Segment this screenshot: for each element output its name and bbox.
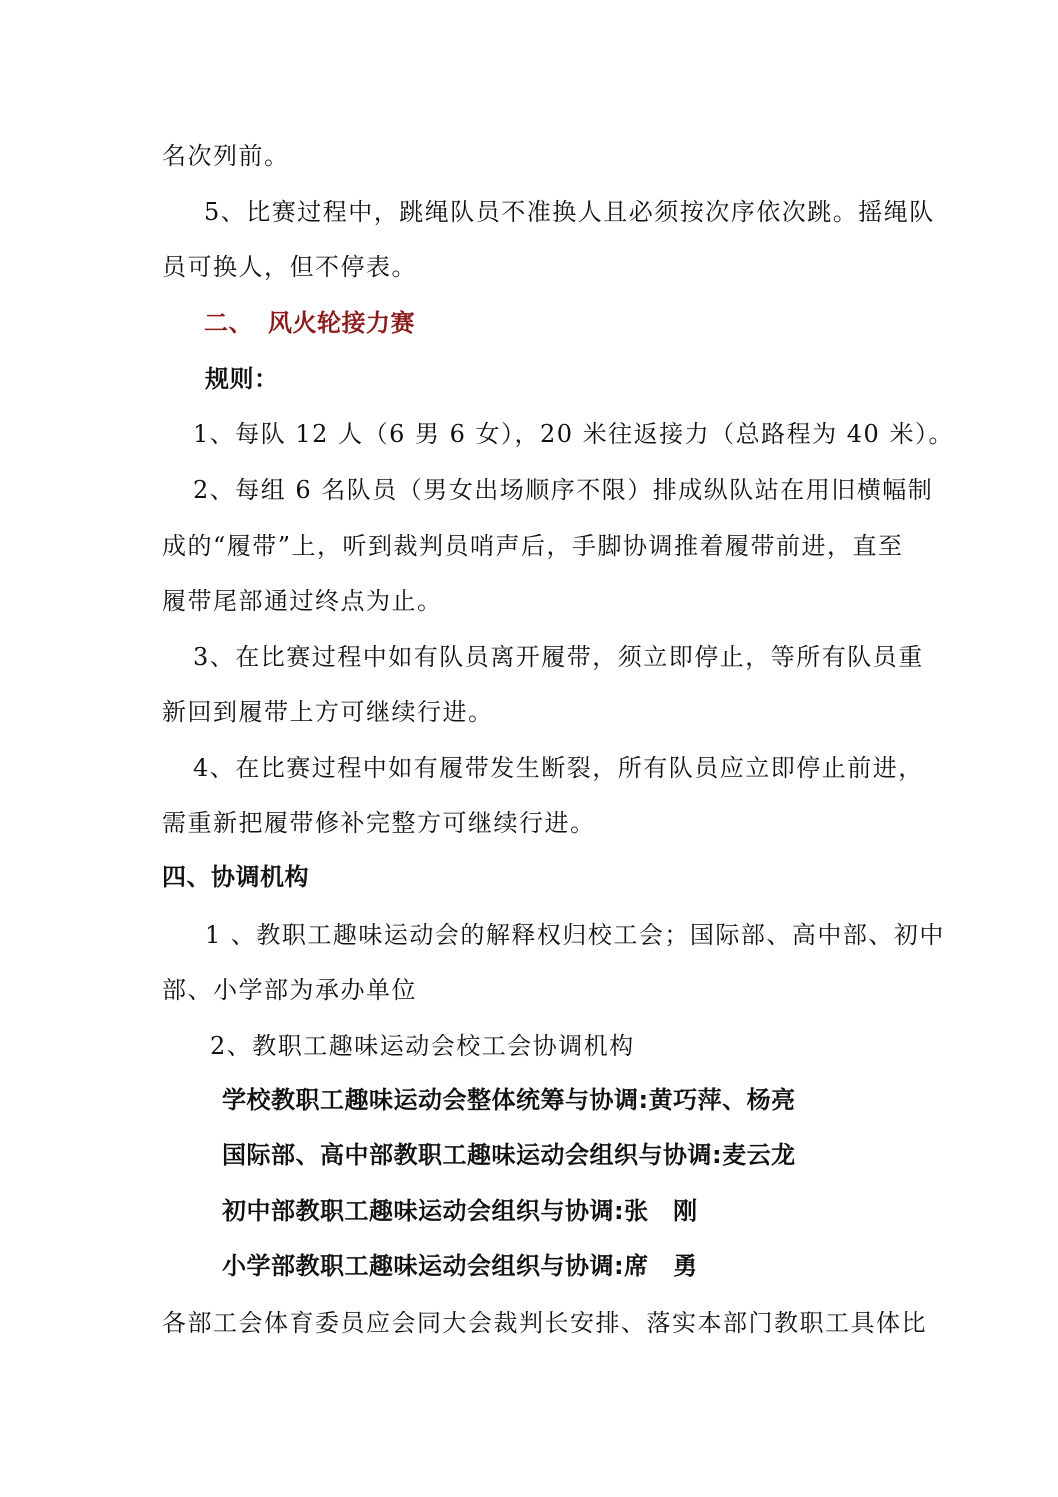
rule-5-line-2: 员可换人，但不停表。 bbox=[162, 253, 417, 281]
rule-2-line-2: 成的“履带”上，听到裁判员哨声后，手脚协调推着履带前进，直至 bbox=[162, 532, 904, 560]
coord-2: 2、教职工趣味运动会校工会协调机构 bbox=[210, 1032, 635, 1060]
section-2-title: 风火轮接力赛 bbox=[268, 309, 415, 337]
coord-1-line-1: 1 、教职工趣味运动会的解释权归校工会；国际部、高中部、初中 bbox=[205, 921, 945, 949]
org-line-2: 国际部、高中部教职工趣味运动会组织与协调:麦云龙 bbox=[222, 1141, 796, 1169]
closing-line: 各部工会体育委员应会同大会裁判长安排、落实本部门教职工具体比 bbox=[162, 1309, 927, 1337]
org-line-4: 小学部教职工趣味运动会组织与协调:席 勇 bbox=[222, 1252, 698, 1280]
coord-1-line-2: 部、小学部为承办单位 bbox=[162, 976, 417, 1004]
rule-2-line-1: 2、每组 6 名队员（男女出场顺序不限）排成纵队站在用旧横幅制 bbox=[193, 476, 934, 504]
rule-5-line-1: 5、比赛过程中，跳绳队员不准换人且必须按次序依次跳。摇绳队 bbox=[204, 198, 935, 226]
paragraph-line: 名次列前。 bbox=[162, 142, 290, 170]
rule-2-line-3: 履带尾部通过终点为止。 bbox=[162, 587, 443, 615]
rule-3-line-2: 新回到履带上方可继续行进。 bbox=[162, 698, 494, 726]
org-line-1: 学校教职工趣味运动会整体统筹与协调:黄巧萍、杨亮 bbox=[222, 1086, 796, 1114]
rule-4-line-2: 需重新把履带修补完整方可继续行进。 bbox=[162, 809, 596, 837]
rule-1: 1、每队 12 人（6 男 6 女），20 米往返接力（总路程为 40 米）。 bbox=[193, 420, 954, 448]
rule-3-line-1: 3、在比赛过程中如有队员离开履带，须立即停止，等所有队员重 bbox=[193, 643, 924, 671]
rule-4-line-1: 4、在比赛过程中如有履带发生断裂，所有队员应立即停止前进， bbox=[193, 754, 924, 782]
section-4-title: 四、协调机构 bbox=[162, 863, 309, 891]
org-line-3: 初中部教职工趣味运动会组织与协调:张 刚 bbox=[222, 1197, 698, 1225]
rules-label: 规则： bbox=[205, 365, 279, 393]
section-2-number: 二、 bbox=[204, 309, 253, 337]
